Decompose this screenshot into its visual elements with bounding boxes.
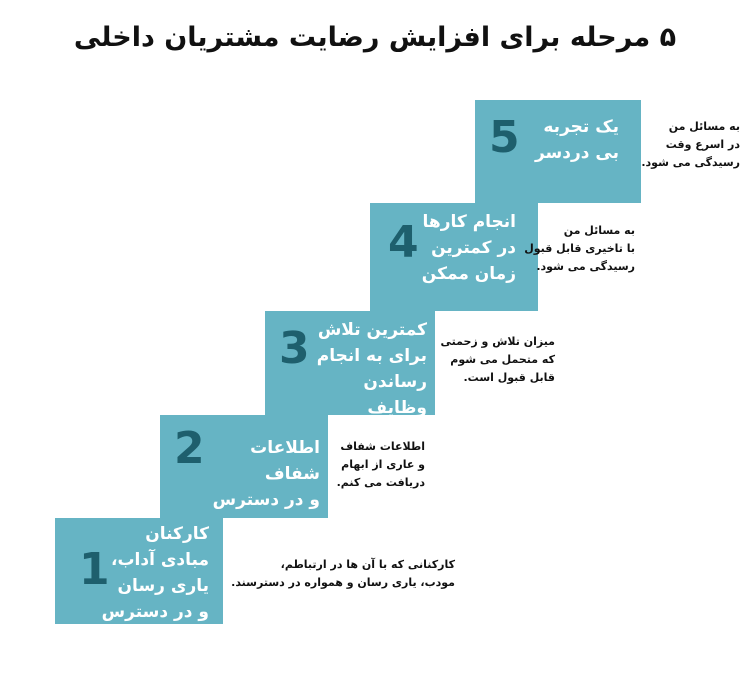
step-4-box xyxy=(370,203,538,311)
step-4-label: انجام کارها در کمترین زمان ممکن xyxy=(421,212,516,284)
step-5-box xyxy=(475,100,641,203)
step-5-number: 5 xyxy=(489,112,520,163)
step-5-description: به مسائل من در اسرع وقت رسیدگی می شود. xyxy=(641,120,740,169)
step-4-number: 4 xyxy=(388,217,419,268)
step-3-number: 3 xyxy=(279,323,310,374)
step-2-description: اطلاعات شفاف و عاری از ابهام دریافت می کنم. xyxy=(336,440,425,489)
step-3-label: کمترین تلاش برای به انجام رساندن وظایف xyxy=(316,320,427,418)
page-title: ۵ مرحله برای افزایش رضایت مشتریان داخلی xyxy=(73,22,677,53)
step-2-box xyxy=(160,415,328,518)
step-1-label: کارکنان مبادی آداب، یاری رسان و در دسترس xyxy=(101,524,209,622)
step-2-number: 2 xyxy=(174,423,205,474)
step-1-description: کارکنانی که با آن ها در ارتباطم، مودب، یاری رسان و همواره در دسترسند. xyxy=(231,558,455,589)
step-3-description: میزان تلاش و زحمتی که متحمل می شوم قابل قبول است. xyxy=(440,335,555,384)
step-4-description: به مسائل من با تاخیری قابل قبول رسیدگی می شود. xyxy=(524,224,635,273)
step-5-label: یک تجربه بی دردسر xyxy=(534,117,619,163)
step-1-box xyxy=(55,518,223,624)
step-2-label: اطلاعات شفاف و در دسترس xyxy=(212,438,320,510)
step-3-box xyxy=(265,311,435,418)
step-1-number: 1 xyxy=(79,544,110,595)
